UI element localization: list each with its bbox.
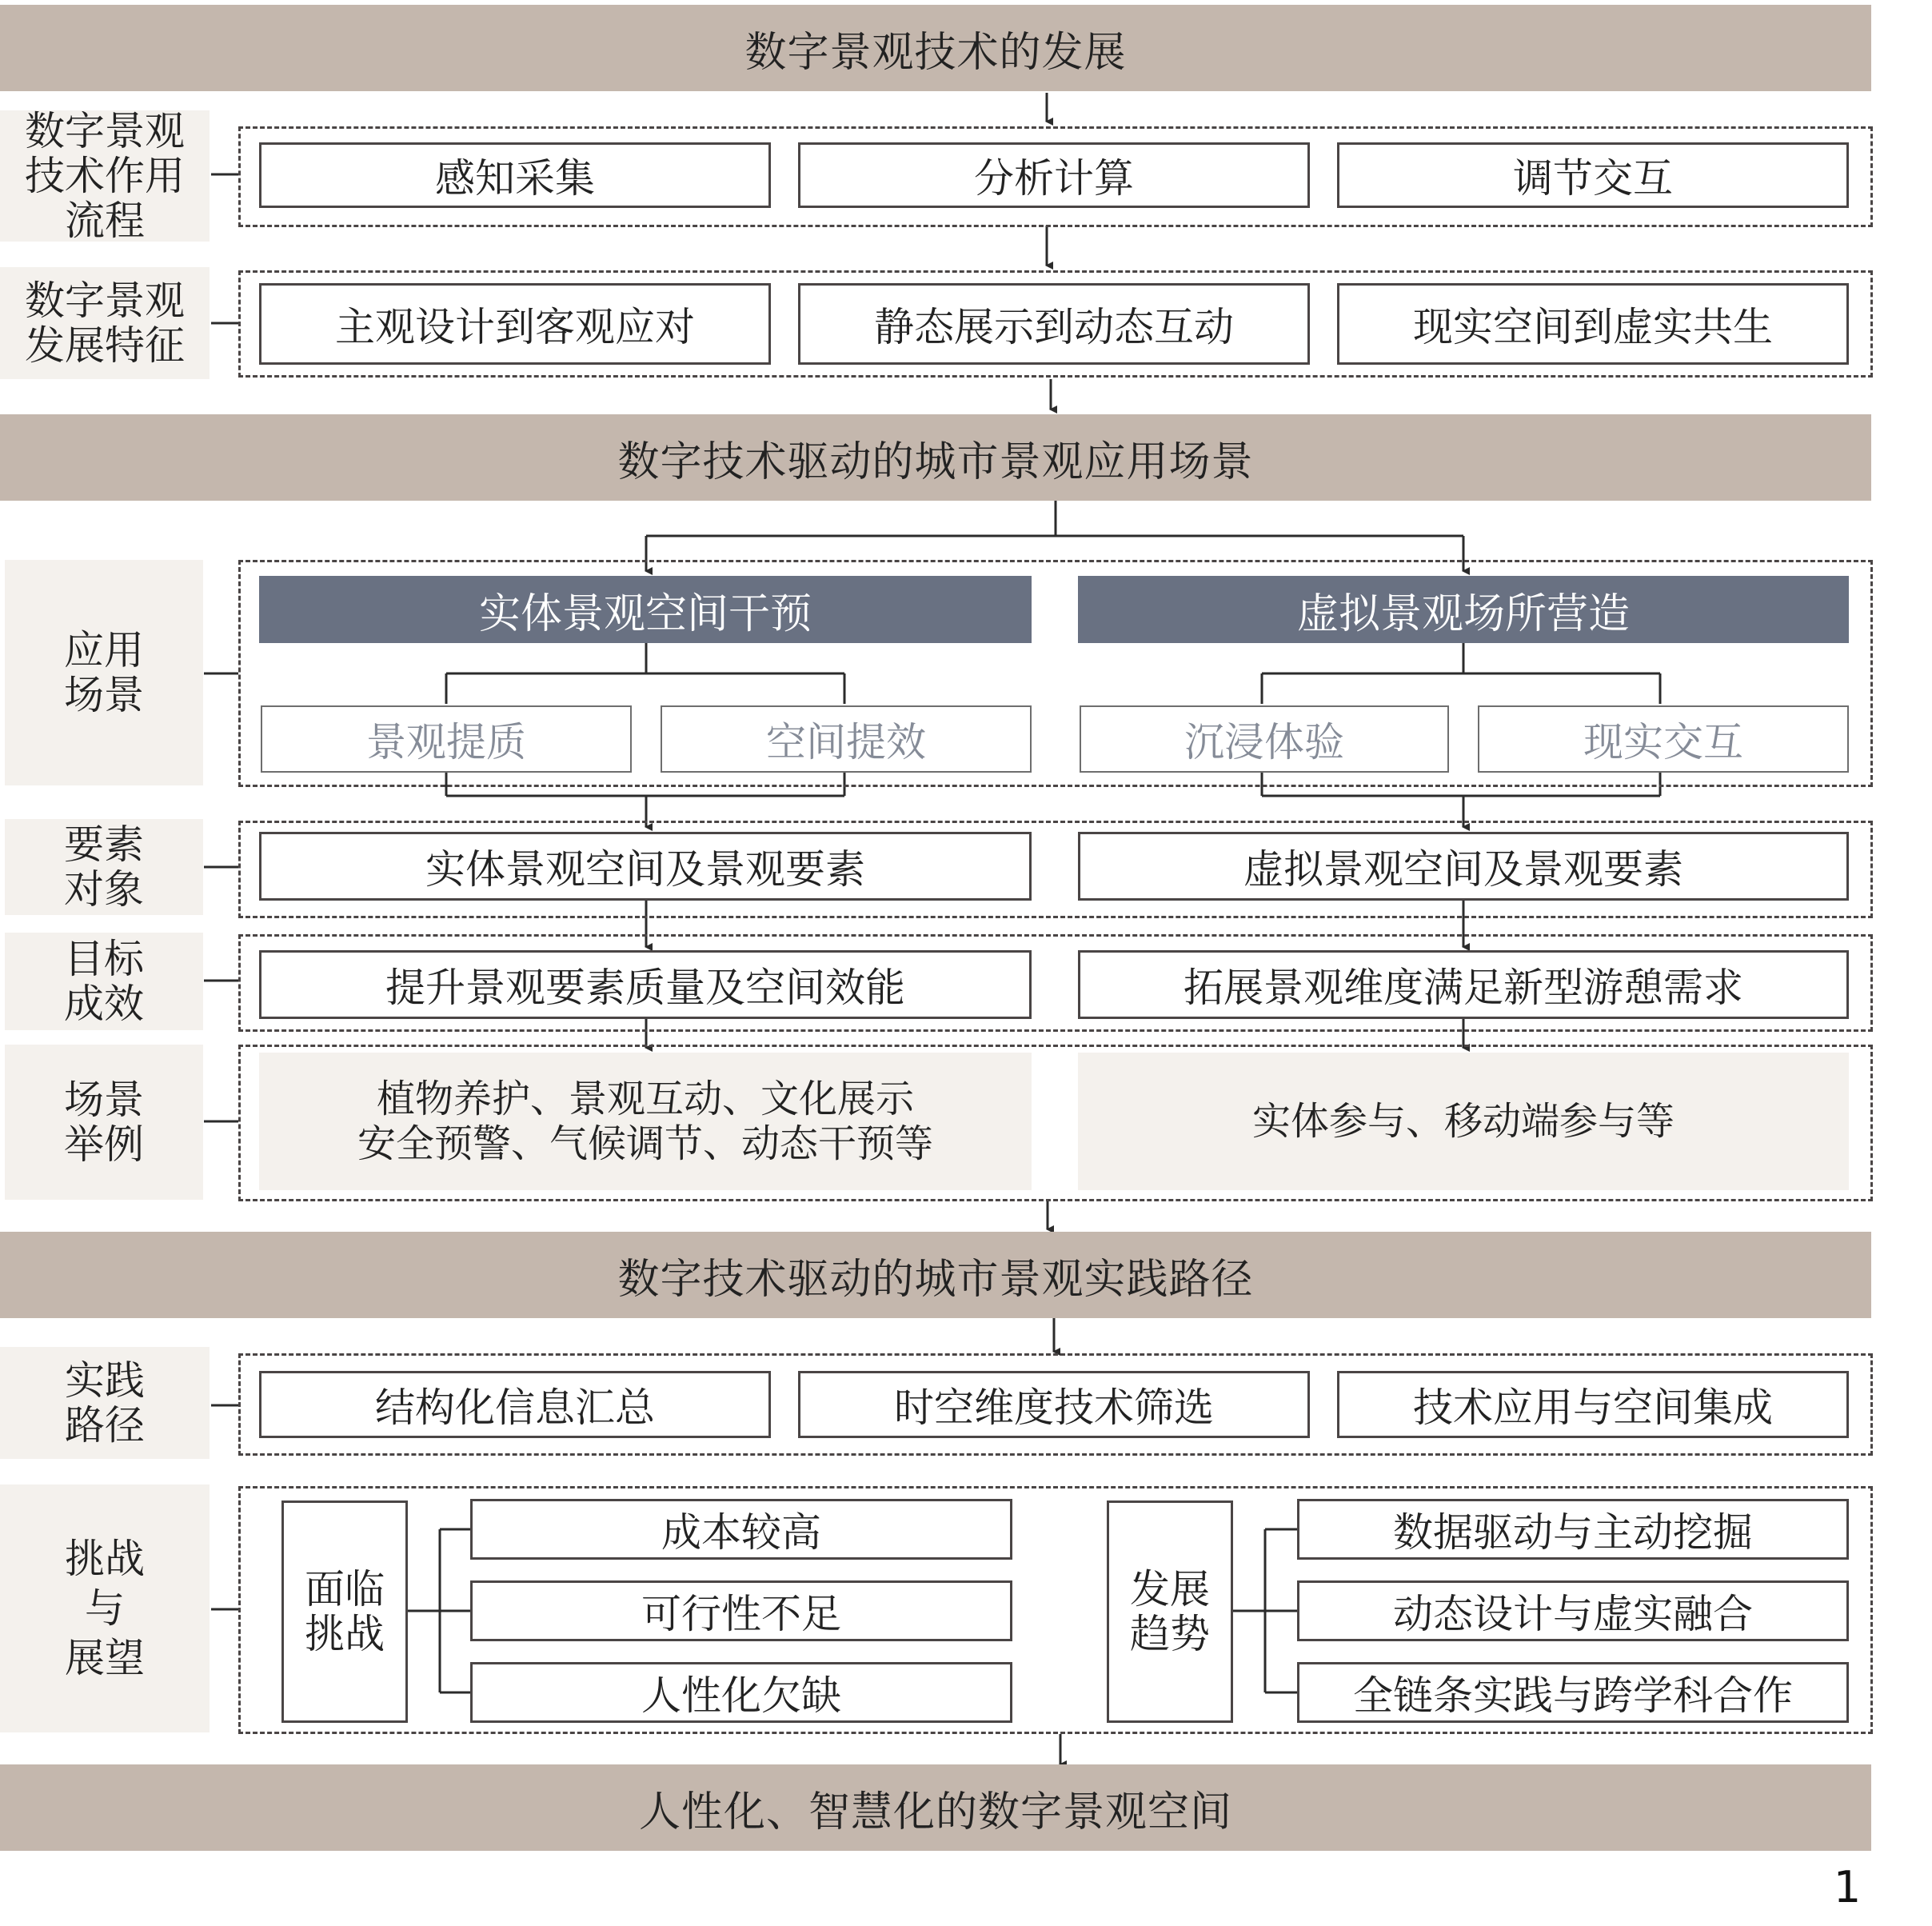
banner-tech-development-text: 数字景观技术的发展: [744, 28, 1127, 77]
banner-application-scenarios: [0, 414, 1871, 501]
feature-item-3: 现实空间到虚实共生: [1337, 283, 1849, 365]
label-features: 数字景观 发展特征: [0, 267, 210, 379]
figure-number: 1: [1833, 1862, 1862, 1912]
practice-item-2: 时空维度技术筛选: [798, 1371, 1310, 1438]
practice-item-3: 技术应用与空间集成: [1337, 1371, 1849, 1438]
sub-landscape-quality: 景观提质: [261, 705, 632, 773]
trend-dynamic-design: 动态设计与虚实融合: [1297, 1580, 1849, 1641]
label-process: 数字景观 技术作用 流程: [0, 110, 210, 242]
practice-item-1: 结构化信息汇总: [259, 1371, 771, 1438]
feature-item-2: 静态展示到动态互动: [798, 283, 1310, 365]
label-goals: 目标 成效: [5, 933, 203, 1030]
header-physical-intervention: 实体景观空间干预: [259, 576, 1032, 643]
banner-practice-paths-text: 数字技术驱动的城市景观实践路径: [617, 1255, 1254, 1304]
sub-real-interaction: 现实交互: [1478, 705, 1849, 773]
banner-tech-development: [0, 5, 1871, 91]
face-challenges-label: 面临 挑战: [281, 1500, 408, 1723]
banner-practice-paths: [0, 1232, 1871, 1318]
process-item-perceive: 感知采集: [259, 142, 771, 208]
challenge-humanization: 人性化欠缺: [470, 1662, 1012, 1723]
trend-data-driven: 数据驱动与主动挖掘: [1297, 1499, 1849, 1560]
challenge-feasibility: 可行性不足: [470, 1580, 1012, 1641]
sub-immersive-experience: 沉浸体验: [1080, 705, 1449, 773]
example-physical: 植物养护、景观互动、文化展示 安全预警、气候调节、动态干预等: [259, 1053, 1032, 1190]
label-challenges: 挑战 与 展望: [0, 1484, 210, 1732]
example-virtual: 实体参与、移动端参与等: [1078, 1053, 1849, 1190]
label-practice: 实践 路径: [0, 1347, 210, 1459]
banner-digital-landscape-space-text: 人性化、智慧化的数字景观空间: [638, 1788, 1232, 1836]
process-item-analyze: 分析计算: [798, 142, 1310, 208]
challenge-high-cost: 成本较高: [470, 1499, 1012, 1560]
label-objects: 要素 对象: [5, 819, 203, 915]
trend-label: 发展 趋势: [1107, 1500, 1233, 1723]
object-physical: 实体景观空间及景观要素: [259, 832, 1032, 901]
header-virtual-creation: 虚拟景观场所营造: [1078, 576, 1849, 643]
object-virtual: 虚拟景观空间及景观要素: [1078, 832, 1849, 901]
trend-full-chain: 全链条实践与跨学科合作: [1297, 1662, 1849, 1723]
sub-space-efficiency: 空间提效: [661, 705, 1032, 773]
goal-virtual: 拓展景观维度满足新型游憩需求: [1078, 950, 1849, 1019]
label-scenarios: 应用 场景: [5, 560, 203, 785]
goal-physical: 提升景观要素质量及空间效能: [259, 950, 1032, 1019]
banner-digital-landscape-space: [0, 1764, 1871, 1851]
process-item-interact: 调节交互: [1337, 142, 1849, 208]
banner-application-scenarios-text: 数字技术驱动的城市景观应用场景: [617, 438, 1254, 486]
feature-item-1: 主观设计到客观应对: [259, 283, 771, 365]
label-examples: 场景 举例: [5, 1045, 203, 1200]
